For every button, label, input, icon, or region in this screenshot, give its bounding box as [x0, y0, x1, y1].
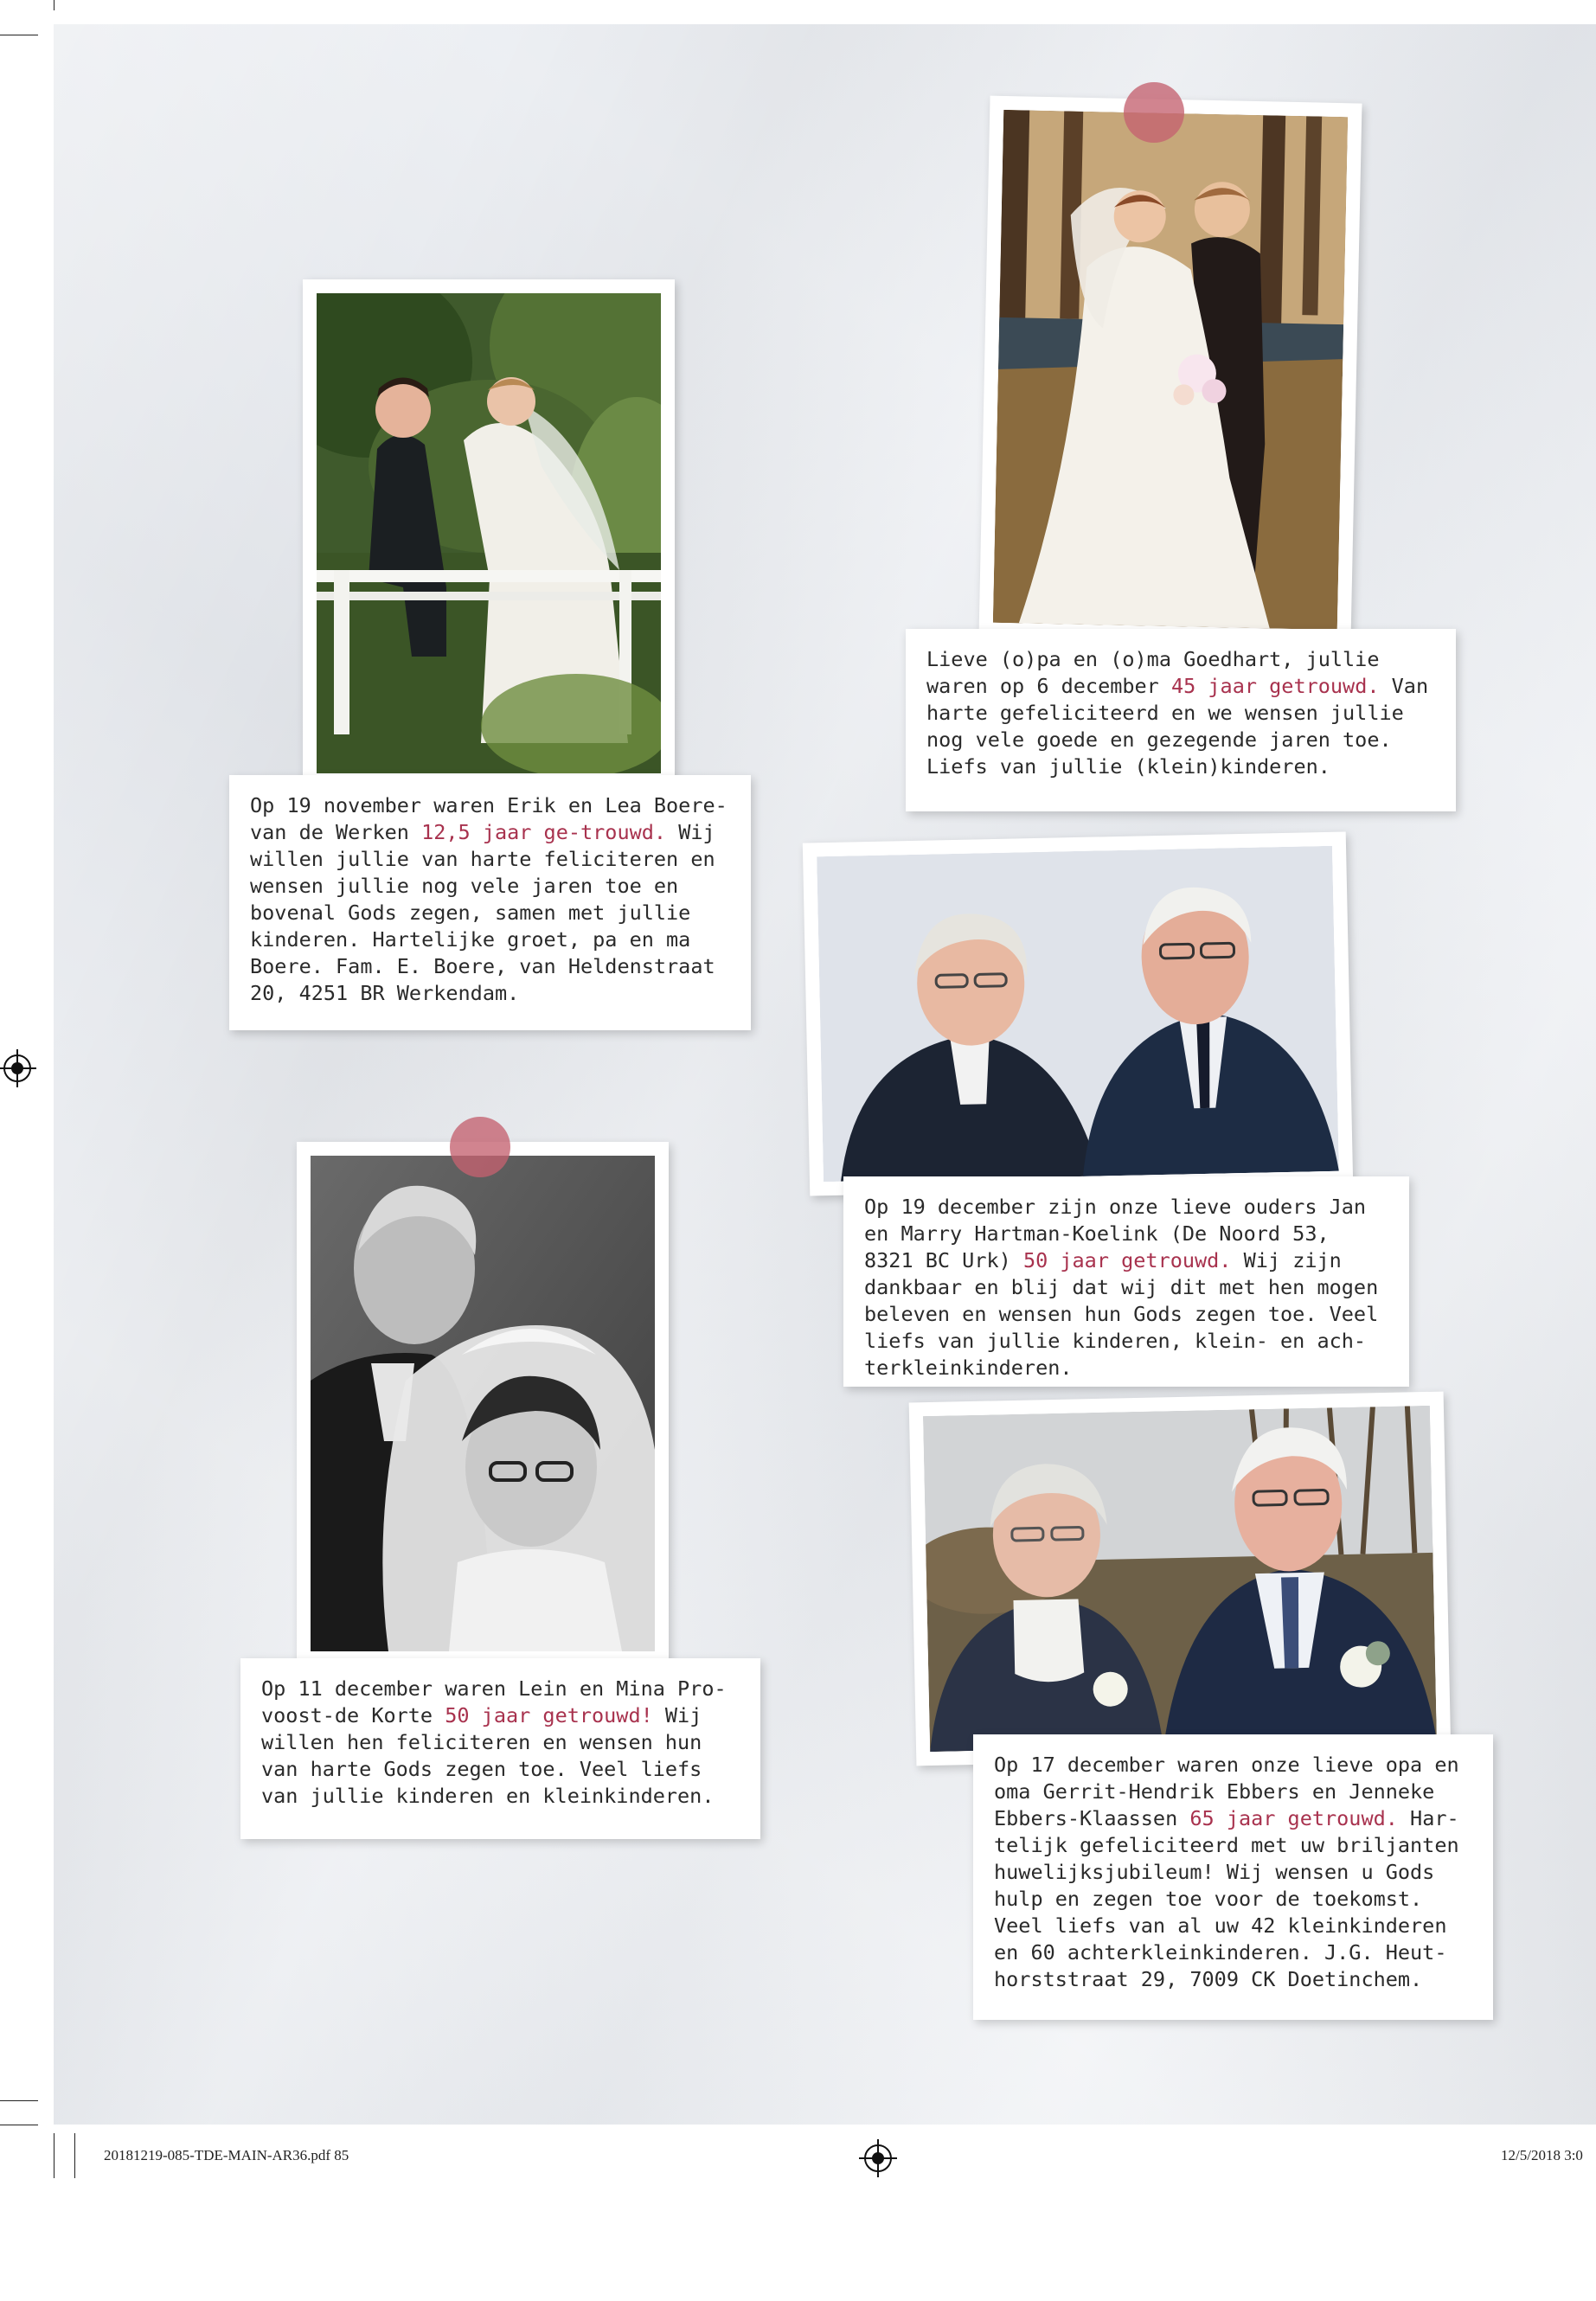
- caption-hartman-text: [864, 1195, 1378, 1380]
- caption-provoost: [240, 1658, 760, 1839]
- caption-segment: Op 19 december zijn onze lieve ouders Jan en Marry Hartman-Koelink (De Noord 53, 8321 BC Urk): [864, 1195, 1367, 1272]
- registration-mark-icon: [864, 2144, 892, 2172]
- caption-boere-text: [250, 793, 727, 1005]
- caption-segment: Har-telijk gefeliciteerd met uw briljanten huwelijksjubileum! Wij wensen u Gods hulp en zegen toe voor de toekomst. Veel liefs van al uw 42 kleinkinderen en 60 achterkleinkinderen. J.G. Heut-horststraat 29, 7009 CK Doetinchem.: [994, 1806, 1459, 1991]
- caption-ebbers: [973, 1734, 1493, 2020]
- caption-goedhart: [906, 629, 1456, 811]
- footer-date-slug: 12/5/2018 3:0: [1501, 2147, 1583, 2163]
- highlight-years-married: 50 jaar getrouwd!: [445, 1703, 653, 1727]
- crop-mark: [74, 2133, 75, 2178]
- caption-segment: Op 11 december waren Lein en Mina Pro-voost-de Korte: [261, 1676, 727, 1727]
- caption-segment: Lieve (o)pa en (o)ma Goedhart, jullie waren op 6 december: [926, 647, 1380, 698]
- caption-boere: [229, 775, 751, 1030]
- caption-goedhart-text: [926, 647, 1428, 779]
- highlight-years-married: 65 jaar getrouwd.: [1189, 1806, 1398, 1830]
- caption-segment: Wij willen hen feliciteren en wensen hun van harte Gods zegen toe. Veel liefs van jullie kinderen en kleinkinderen.: [261, 1703, 715, 1808]
- pin-icon: [1124, 82, 1184, 143]
- photo-provoost-wedding: [297, 1142, 669, 1665]
- highlight-years-married: 45 jaar getrouwd.: [1170, 674, 1380, 698]
- caption-hartman: [843, 1176, 1409, 1387]
- photo-goedhart-wedding: [979, 96, 1362, 644]
- caption-segment: Wij zijn dankbaar en blij dat wij dit met hen mogen beleven en wensen hun Gods zegen toe. Veel liefs van jullie kinderen, klein- en ach-terkleinkinderen.: [864, 1248, 1379, 1380]
- registration-mark-icon: [3, 1054, 31, 1082]
- highlight-years-married: 50 jaar getrouwd.: [1022, 1248, 1232, 1272]
- caption-segment: Wij willen jullie van harte feliciteren en wensen jullie nog vele jaren toe en bovenal Gods zegen, samen met jullie kinderen. Hartelijke groet, pa en ma Boere. Fam. E. Boere, van Heldenstraat 20, 4251 BR Werkendam.: [250, 820, 715, 1005]
- caption-provoost-text: [261, 1676, 727, 1808]
- photo-ebbers-couple: [909, 1392, 1452, 1766]
- photo-hartman-couple: [803, 831, 1353, 1195]
- caption-segment: Op 19 november waren Erik en Lea Boere-van de Werken: [250, 793, 727, 844]
- caption-segment: Van harte gefeliciteerd en we wensen jullie nog vele goede en gezegende jaren toe. Liefs van jullie (klein)kinderen.: [926, 674, 1429, 779]
- highlight-years-married: 12,5 jaar ge-trouwd.: [421, 820, 667, 844]
- caption-segment: Op 17 december waren onze lieve opa en oma Gerrit-Hendrik Ebbers en Jenneke Ebbers-Klaassen: [994, 1753, 1459, 1830]
- pin-icon: [450, 1117, 510, 1177]
- photo-boere-wedding: [303, 279, 675, 787]
- crop-mark: [0, 2100, 38, 2101]
- caption-ebbers-text: [994, 1753, 1459, 1991]
- footer-file-slug: 20181219-085-TDE-MAIN-AR36.pdf 85: [104, 2147, 349, 2163]
